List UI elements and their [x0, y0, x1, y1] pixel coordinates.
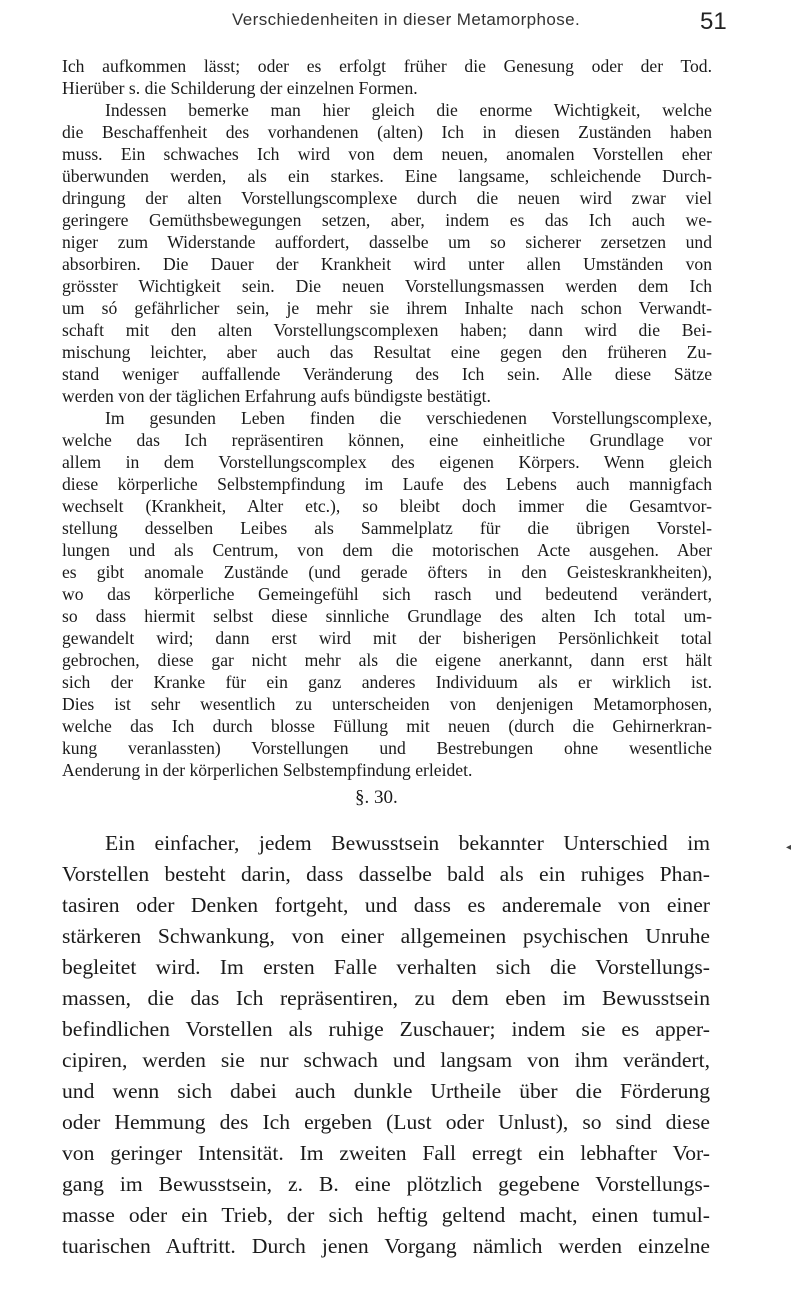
text-line: Im gesunden Leben finden die verschiedenen Vorstellungscomplexe,: [105, 408, 712, 428]
text-line: überwunden werden, als ein starkes. Eine langsame, schleichende Durch-: [62, 166, 712, 186]
text-line: diese körperliche Selbstempfindung im Laufe des Lebens auch mannigfach: [62, 474, 712, 494]
text-line: tuarischen Auftritt. Durch jenen Vorgang nämlich werden einzelne: [62, 1234, 710, 1258]
text-line: tasiren oder Denken fortgeht, und dass es anderemale von einer: [62, 893, 710, 917]
text-line: Hierüber s. die Schilderung der einzelnen Formen.: [62, 78, 418, 98]
text-line: allem in dem Vorstellungscomplex des eigenen Körpers. Wenn gleich: [62, 452, 712, 472]
text-line: gewandelt wird; dann erst wird mit der bisherigen Persönlichkeit total: [62, 628, 712, 648]
text-line: Ich aufkommen lässt; oder es erfolgt früher die Genesung oder der Tod.: [62, 56, 712, 76]
text-line: gang im Bewusstsein, z. B. eine plötzlich gegebene Vorstellungs-: [62, 1172, 710, 1196]
text-line: mischung leichter, aber auch das Resultat eine gegen den früheren Zu-: [62, 342, 712, 362]
text-line: absorbiren. Die Dauer der Krankheit wird unter allen Umständen von: [62, 254, 712, 274]
text-line: lungen und als Centrum, von dem die motorischen Acte ausgehen. Aber: [62, 540, 712, 560]
text-line: geringere Gemüthsbewegungen setzen, aber, indem es das Ich auch we-: [62, 210, 712, 230]
text-line: werden von der täglichen Erfahrung aufs bündigste bestätigt.: [62, 386, 491, 406]
text-line: welche das Ich durch blosse Füllung mit neuen (durch die Gehirnerkran-: [62, 716, 712, 736]
text-line: massen, die das Ich repräsentiren, zu dem eben im Bewusstsein: [62, 986, 710, 1010]
text-line: Indessen bemerke man hier gleich die enorme Wichtigkeit, welche: [105, 100, 712, 120]
text-line: und wenn sich dabei auch dunkle Urtheile über die Förderung: [62, 1079, 710, 1103]
text-line: sich der Kranke für ein ganz anderes Individuum als er wirklich ist.: [62, 672, 712, 692]
text-line: masse oder ein Trieb, der sich heftig geltend macht, einen tumul-: [62, 1203, 710, 1227]
text-line: begleitet wird. Im ersten Falle verhalten sich die Vorstellungs-: [62, 955, 710, 979]
text-line: Dies ist sehr wesentlich zu unterscheiden von denjenigen Metamorphosen,: [62, 694, 712, 714]
text-line: Ein einfacher, jedem Bewusstsein bekannter Unterschied im: [105, 831, 710, 855]
margin-arrow-icon: ◂: [786, 842, 792, 853]
text-line: Vorstellen besteht darin, dass dasselbe bald als ein ruhiges Phan-: [62, 862, 710, 886]
text-line: von geringer Intensität. Im zweiten Fall erregt ein lebhafter Vor-: [62, 1141, 710, 1165]
text-line: oder Hemmung des Ich ergeben (Lust oder Unlust), so sind diese: [62, 1110, 710, 1134]
text-line: dringung der alten Vorstellungscomplexe durch die neuen wird zwar viel: [62, 188, 712, 208]
page-number: 51: [700, 8, 727, 35]
text-line: muss. Ein schwaches Ich wird von dem neuen, anomalen Vorstellen eher: [62, 144, 712, 164]
text-line: befindlichen Vorstellen als ruhige Zuschauer; indem sie es apper-: [62, 1017, 710, 1041]
text-line: wechselt (Krankheit, Alter etc.), so bleibt doch immer die Gesamtvor-: [62, 496, 712, 516]
text-line: wo das körperliche Gemeingefühl sich rasch und bedeutend verändert,: [62, 584, 712, 604]
running-title: Verschiedenheiten in dieser Metamorphose.: [232, 10, 581, 29]
text-line: stellung desselben Leibes als Sammelplatz für die übrigen Vorstel-: [62, 518, 712, 538]
text-line: schaft mit den alten Vorstellungscomplexen haben; dann wird die Bei-: [62, 320, 712, 340]
text-line: um só gefährlicher sein, je mehr sie ihrem Inhalte nach schon Verwandt-: [62, 298, 712, 318]
text-line: grösster Wichtigkeit sein. Die neuen Vorstellungsmassen werden dem Ich: [62, 276, 712, 296]
text-line: welche das Ich repräsentiren können, eine einheitliche Grundlage vor: [62, 430, 712, 450]
text-line: gebrochen, diese gar nicht mehr als die eigene anerkannt, dann erst hält: [62, 650, 712, 670]
running-header: [62, 4, 727, 44]
text-line: cipiren, werden sie nur schwach und langsam von ihm verändert,: [62, 1048, 710, 1072]
text-line: stärkeren Schwankung, von einer allgemeinen psychischen Unruhe: [62, 924, 710, 948]
text-line: so dass hiermit selbst diese sinnliche Grundlage des alten Ich total um-: [62, 606, 712, 626]
text-line: es gibt anomale Zustände (und gerade öfters in den Geisteskrankheiten),: [62, 562, 712, 582]
text-line: kung veranlassten) Vorstellungen und Bestrebungen ohne wesentliche: [62, 738, 712, 758]
text-line: Aenderung in der körperlichen Selbstempfindung erleidet.: [62, 760, 473, 780]
text-line: stand weniger auffallende Veränderung des Ich sein. Alle diese Sätze: [62, 364, 712, 384]
text-line: niger zum Widerstande auffordert, dasselbe um so sicherer zersetzen und: [62, 232, 712, 252]
text-line: die Beschaffenheit des vorhandenen (alten) Ich in diesen Zuständen haben: [62, 122, 712, 142]
section-heading: §. 30.: [355, 787, 398, 808]
